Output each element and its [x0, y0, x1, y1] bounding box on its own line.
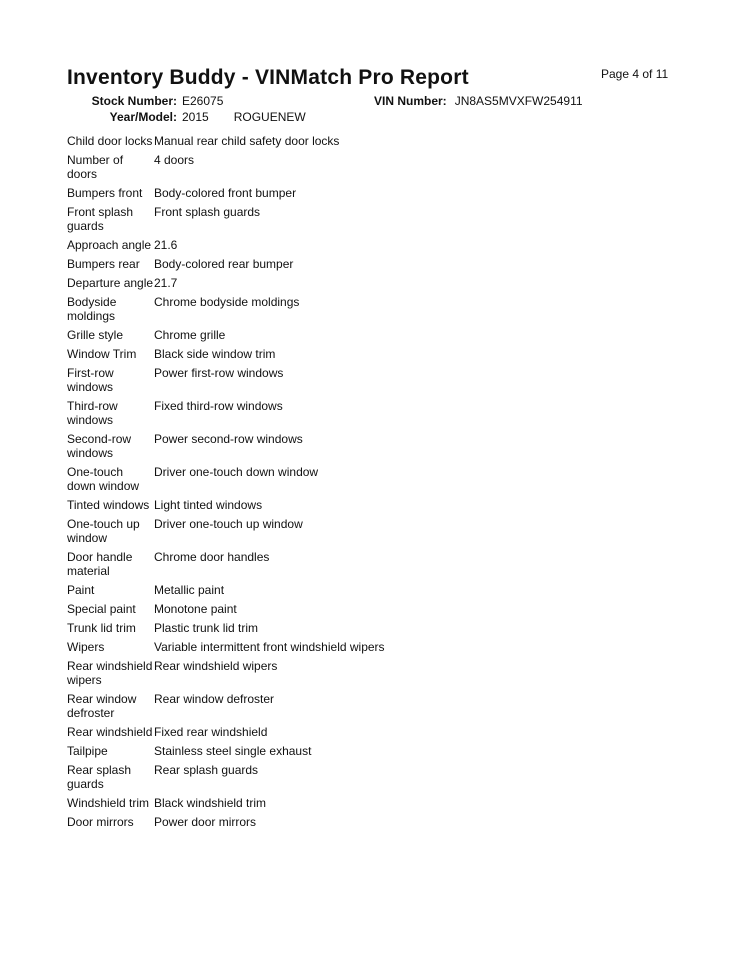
year-model-line: [89, 110, 306, 124]
spec-row: [67, 134, 707, 153]
spec-name: Tinted windows: [67, 498, 150, 512]
spec-name: Rear splash guards: [67, 763, 132, 791]
spec-value: Manual rear child safety door locks: [154, 134, 340, 148]
spec-name: Rear window defroster: [67, 692, 137, 720]
page-number: Page 4 of 11: [601, 67, 669, 81]
spec-name: Departure angle: [67, 276, 154, 290]
spec-row: [67, 366, 707, 399]
vin-number-value: JN8AS5MVXFW254911: [454, 94, 583, 108]
spec-name: Bumpers rear: [67, 257, 140, 271]
spec-row: [67, 763, 707, 796]
spec-name: Paint: [67, 583, 95, 597]
spec-value: Plastic trunk lid trim: [154, 621, 259, 635]
spec-value: Monotone paint: [154, 602, 237, 616]
spec-value: Power first-row windows: [154, 366, 284, 380]
spec-row: [67, 640, 707, 659]
spec-value: Fixed third-row windows: [154, 399, 283, 413]
spec-row: [67, 725, 707, 744]
spec-name: Trunk lid trim: [67, 621, 136, 635]
spec-row: [67, 399, 707, 432]
spec-name: Front splash guards: [67, 205, 134, 233]
spec-value: 21.7: [154, 276, 178, 290]
vin-number-line: [374, 94, 583, 108]
spec-row: [67, 295, 707, 328]
spec-name: Door mirrors: [67, 815, 134, 829]
spec-name: Child door locks: [67, 134, 153, 148]
spec-name: Grille style: [67, 328, 124, 342]
spec-value: 4 doors: [154, 153, 195, 167]
spec-value: Driver one-touch up window: [154, 517, 303, 531]
spec-name: Window Trim: [67, 347, 137, 361]
spec-name: Second-row windows: [67, 432, 132, 460]
spec-row: [67, 517, 707, 550]
spec-value: Driver one-touch down window: [154, 465, 319, 479]
spec-name: Number of doors: [67, 153, 124, 181]
vin-number-label: VIN Number:: [374, 94, 447, 108]
spec-value: Stainless steel single exhaust: [154, 744, 312, 758]
spec-row: [67, 744, 707, 763]
spec-name: Rear windshield wipers: [67, 659, 153, 687]
spec-row: [67, 621, 707, 640]
spec-name: One-touch down window: [67, 465, 140, 493]
spec-name: Bodyside moldings: [67, 295, 117, 323]
spec-row: [67, 328, 707, 347]
spec-row: [67, 602, 707, 621]
stock-number-value: E26075: [182, 94, 224, 108]
spec-row: [67, 257, 707, 276]
spec-name: Special paint: [67, 602, 136, 616]
spec-name: One-touch up window: [67, 517, 140, 545]
spec-row: [67, 583, 707, 602]
spec-row: [67, 659, 707, 692]
spec-value: Chrome door handles: [154, 550, 270, 564]
spec-row: [67, 276, 707, 295]
year-model-label: Year/Model:: [109, 110, 177, 124]
spec-row: [67, 238, 707, 257]
spec-value: Metallic paint: [154, 583, 225, 597]
spec-value: Power door mirrors: [154, 815, 257, 829]
spec-row: [67, 347, 707, 366]
spec-value: Body-colored rear bumper: [154, 257, 294, 271]
spec-name: Approach angle: [67, 238, 152, 252]
spec-name: Wipers: [67, 640, 105, 654]
spec-row: [67, 432, 707, 465]
spec-value: Fixed rear windshield: [154, 725, 268, 739]
spec-value: Rear window defroster: [154, 692, 275, 706]
report-title: Inventory Buddy - VINMatch Pro Report: [67, 66, 469, 89]
spec-value: Black windshield trim: [154, 796, 267, 810]
spec-value: Rear windshield wipers: [154, 659, 278, 673]
spec-value: Chrome grille: [154, 328, 226, 342]
stock-number-line: [89, 94, 223, 108]
spec-row: [67, 153, 707, 186]
model-value: ROGUENEW: [233, 110, 306, 124]
spec-name: Tailpipe: [67, 744, 108, 758]
spec-value: Power second-row windows: [154, 432, 303, 446]
stock-number-label: Stock Number:: [91, 94, 177, 108]
spec-name: Windshield trim: [67, 796, 150, 810]
spec-value: Light tinted windows: [154, 498, 263, 512]
spec-row: [67, 205, 707, 238]
spec-value: Variable intermittent front windshield wipers: [154, 640, 385, 654]
spec-name: Door handle material: [67, 550, 133, 578]
spec-name: Bumpers front: [67, 186, 143, 200]
spec-row: [67, 692, 707, 725]
spec-value: Body-colored front bumper: [154, 186, 297, 200]
spec-name: Third-row windows: [67, 399, 118, 427]
spec-value: Black side window trim: [154, 347, 276, 361]
spec-value: Chrome bodyside moldings: [154, 295, 300, 309]
spec-row: [67, 796, 707, 815]
spec-table: [67, 134, 707, 834]
spec-row: [67, 465, 707, 498]
year-value: 2015: [182, 110, 209, 124]
spec-value: 21.6: [154, 238, 178, 252]
spec-row: [67, 815, 707, 834]
spec-row: [67, 498, 707, 517]
spec-row: [67, 186, 707, 205]
spec-name: First-row windows: [67, 366, 114, 394]
spec-value: Rear splash guards: [154, 763, 259, 777]
spec-name: Rear windshield: [67, 725, 153, 739]
spec-row: [67, 550, 707, 583]
spec-value: Front splash guards: [154, 205, 261, 219]
